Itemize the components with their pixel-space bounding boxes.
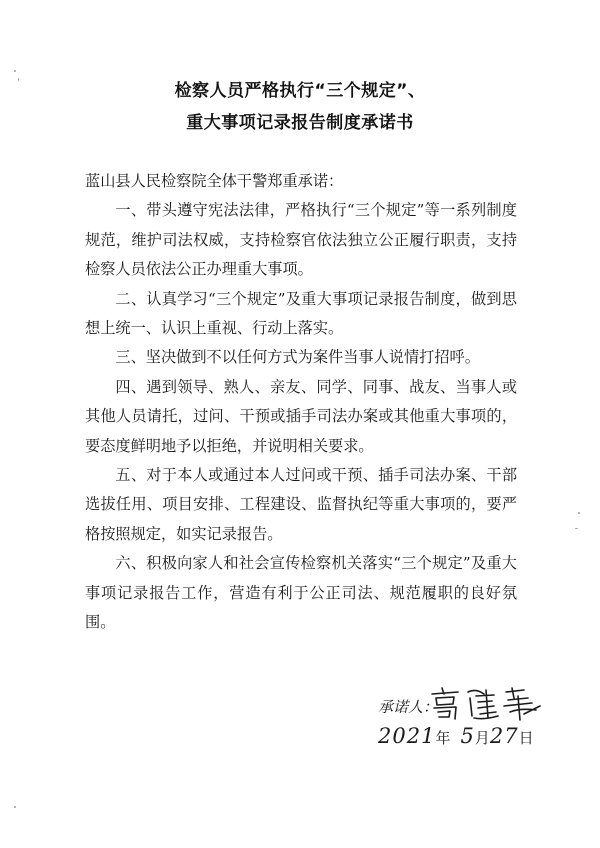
- signatory-label: 承诺人：: [378, 698, 439, 716]
- scan-speck: [578, 512, 580, 514]
- date-year-char: 年: [435, 729, 451, 747]
- date-month-char: 月: [474, 729, 490, 747]
- handwritten-signature: [428, 686, 546, 722]
- commitment-paragraph-6: 六、积极向家人和社会宣传检察机关落实“三个规定”及重大事项记录报告工作，营造有利于公正司法、规范履职的良好氛围。: [85, 554, 517, 632]
- scan-speck: [14, 806, 16, 808]
- date-year: 2021: [378, 724, 436, 748]
- scan-speck: [575, 528, 578, 529]
- document-title-line-2: 重大事项记录报告制度承诺书: [186, 113, 414, 133]
- commitment-paragraph-5: 五、对于本人或通过本人过问或干预、插手司法办案、干部选拔任用、项目安排、工程建设、监督执纪等重大事项的，要严格按照规定，如实记录报告。: [85, 466, 517, 543]
- date-month: 5: [460, 724, 475, 748]
- scan-speck: [14, 70, 16, 72]
- date-day: 27: [489, 724, 519, 748]
- scan-speck: [18, 78, 19, 81]
- document-body: [85, 167, 517, 638]
- commitment-paragraph-4: 四、遇到领导、熟人、亲友、同学、同事、战友、当事人或其他人员请托，过问、干预或插手司法办案或其他重大事项的，要态度鲜明地予以拒绝，并说明相关要求。: [85, 377, 517, 455]
- salutation: 蓝山县人民检察院全体干警郑重承诺：: [85, 172, 344, 190]
- commitment-paragraph-1: 一、带头遵守宪法法律，严格执行“三个规定”等一系列制度规范，维护司法权威，支持检察官依法独立公正履行职责，支持检察人员依法公正办理重大事项。: [85, 201, 517, 279]
- signature-date: [378, 724, 534, 748]
- commitment-paragraph-3: 三、坚决做到不以任何方式为案件当事人说情打招呼。: [115, 348, 480, 367]
- commitment-paragraph-2: 二、认真学习“三个规定”及重大事项记录报告制度，做到思想上统一、认识上重视、行动上落实。: [85, 289, 517, 338]
- signature-block: [378, 690, 578, 770]
- document-title-line-1: 检察人员严格执行“三个规定”、: [174, 81, 426, 101]
- date-day-char: 日: [518, 729, 534, 747]
